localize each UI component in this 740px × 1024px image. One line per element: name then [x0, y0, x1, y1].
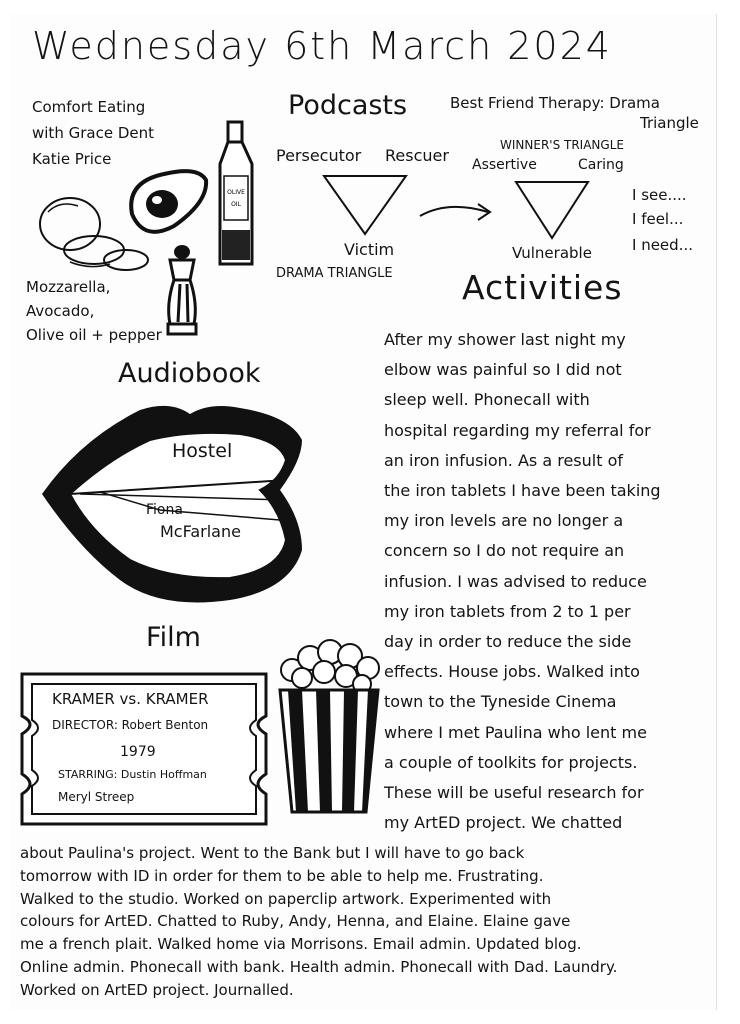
- activity-line: a couple of toolkits for projects.: [384, 752, 638, 772]
- activities-heading: Activities: [462, 268, 623, 307]
- activity-line: where I met Paulina who lent me: [384, 722, 647, 742]
- film-year: 1979: [120, 744, 156, 760]
- audiobook-title: Hostel: [172, 440, 233, 462]
- drama-triangle-shape: [320, 172, 410, 242]
- winners-triangle-shape: [512, 178, 592, 244]
- oil-label-1: OLIVE: [227, 189, 245, 196]
- activity-line: Worked on ArtED project. Journalled.: [20, 980, 294, 999]
- activity-line: my ArtED project. We chatted: [384, 813, 623, 833]
- podcast-left-line-3: Katie Price: [32, 150, 112, 168]
- avocado-icon: [124, 162, 214, 242]
- activity-line: elbow was painful so I did not: [384, 360, 622, 380]
- drama-triangle-caption: DRAMA TRIANGLE: [276, 266, 393, 281]
- drama-persecutor: Persecutor: [276, 146, 362, 165]
- activity-line: day in order to reduce the side: [384, 632, 632, 651]
- film-heading: Film: [146, 622, 201, 653]
- podcast-right-line-2: Triangle: [640, 114, 699, 132]
- activity-line: sleep well. Phonecall with: [384, 390, 590, 410]
- oil-label-2: OIL: [231, 201, 241, 208]
- drama-rescuer: Rescuer: [385, 146, 449, 165]
- activity-line: about Paulina's project. Went to the Bank but I will have to go back: [20, 844, 525, 862]
- podcast-right-line-1: Best Friend Therapy: Drama: [450, 94, 660, 112]
- activity-line: tomorrow with ID in order for them to be able to help me. Frustrating.: [20, 866, 544, 885]
- phrase-need: I need...: [632, 236, 693, 254]
- activity-line: These will be useful research for: [384, 783, 644, 802]
- food-caption-line-1: Mozzarella,: [26, 278, 111, 296]
- pepper-grinder-icon: [160, 244, 204, 344]
- olive-oil-bottle-icon: [214, 120, 258, 270]
- phrase-see: I see....: [632, 186, 687, 204]
- activity-line: hospital regarding my referral for: [384, 420, 651, 440]
- food-caption-line-3: Olive oil + pepper: [26, 326, 162, 344]
- podcast-left-line-2: with Grace Dent: [32, 124, 154, 142]
- film-starring: STARRING: Dustin Hoffman: [58, 768, 207, 781]
- activity-line: me a french plait. Walked home via Morrisons. Email admin. Updated blog.: [20, 935, 582, 954]
- activity-line: concern so I do not require an: [384, 541, 625, 561]
- popcorn-icon: [274, 640, 384, 816]
- arrow-icon: [418, 198, 498, 228]
- activity-line: Online admin. Phonecall with bank. Health admin. Phonecall with Dad. Laundry.: [20, 958, 618, 976]
- audiobook-author-line-1: Fiona: [146, 502, 183, 518]
- film-director: DIRECTOR: Robert Benton: [52, 718, 209, 732]
- page-title: Wednesday 6th March 2024: [32, 24, 612, 68]
- activity-line: town to the Tyneside Cinema: [384, 692, 617, 712]
- winners-vulnerable: Vulnerable: [512, 244, 592, 262]
- podcasts-heading: Podcasts: [288, 90, 408, 121]
- podcast-left-line-1: Comfort Eating: [32, 98, 146, 116]
- activity-line: my iron levels are no longer a: [384, 511, 624, 531]
- activity-line: Walked to the studio. Worked on paperclip artwork. Experimented with: [20, 889, 552, 908]
- audiobook-heading: Audiobook: [118, 358, 261, 389]
- activity-line: colours for ArtED. Chatted to Ruby, Andy, Henna, and Elaine. Elaine gave: [20, 912, 571, 931]
- activity-line: infusion. I was advised to reduce: [384, 571, 647, 591]
- film-starring-2: Meryl Streep: [58, 790, 135, 804]
- winners-triangle-caption: WINNER'S TRIANGLE: [500, 138, 624, 152]
- audiobook-author-line-2: McFarlane: [160, 522, 241, 541]
- film-title: KRAMER vs. KRAMER: [52, 690, 209, 708]
- activity-line: an iron infusion. As a result of: [384, 450, 623, 470]
- winners-caring: Caring: [578, 157, 624, 173]
- activity-line: the iron tablets I have been taking: [384, 481, 661, 500]
- activity-line: effects. House jobs. Walked into: [384, 662, 640, 682]
- drama-victim: Victim: [344, 240, 395, 259]
- activity-line: After my shower last night my: [384, 330, 626, 349]
- winners-assertive: Assertive: [472, 157, 537, 173]
- phrase-feel: I feel...: [632, 210, 684, 228]
- activity-line: my iron tablets from 2 to 1 per: [384, 601, 631, 621]
- food-caption-line-2: Avocado,: [26, 302, 95, 320]
